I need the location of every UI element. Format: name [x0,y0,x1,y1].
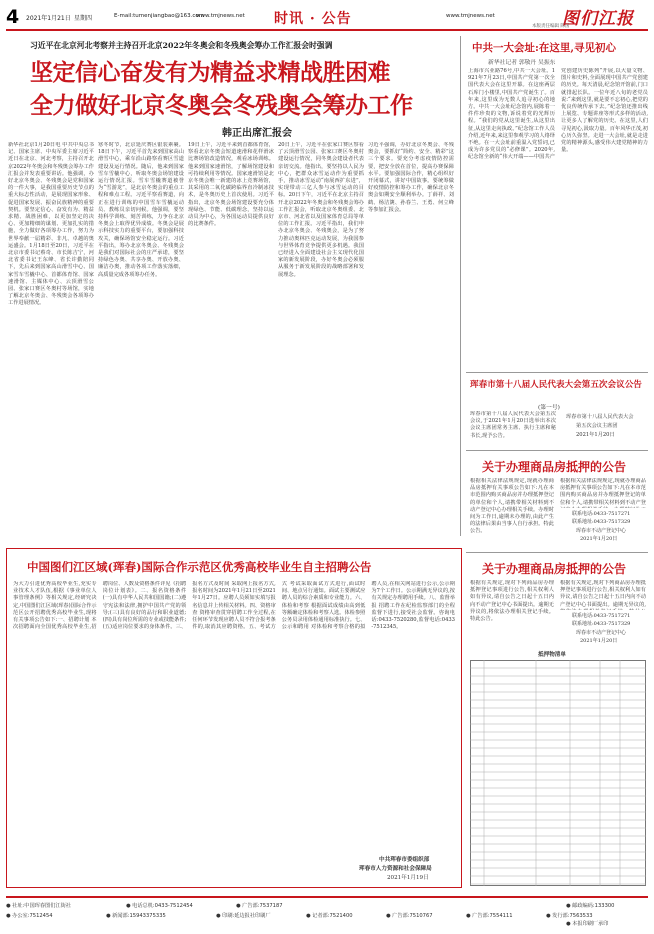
page-number: 4 [6,6,20,28]
mortgage-notice-b-body-r: 根据有关规定,现对下列商品房办理抵押登记事项进行公告,相关权利人如有异议,请自公告之日起十五日内向不动产登记中心书面提出。逾期无异议的, [560,580,646,608]
recruit-notice-sign-2: 珲春市人力资源和社会保障局 [359,866,432,872]
footer-item: ● 印刷:延边报社印刷厂 [216,913,271,919]
footer-item: ● 广告部:7510767 [386,913,433,919]
lead-col-3: 19日上午，习近平来到首都体育馆，察看北京冬奥会短道速滑和花样滑冰比赛场馆改造情况，观看冰场训练。他来到国家速滑馆，了解场馆建设和可持续利用等情况。国家速滑馆是北京冬奥会唯一新建的冰上竞赛场馆，其采用的二氧化碳跨临界直冷制冰技术，是冬奥历史上首次使用。习近平指出，北京冬奥会场馆建设要充分体现绿色、节能、低碳理念，坚持以运动员为中心，为各国运动员提供良好的比赛条件。 [188,142,274,228]
mortgage-table-grid [470,660,646,886]
contact-site: www.tmjnews.net [196,13,245,19]
lead-col-1: 新华社北京1月20日电 中共中央总书记、国家主席、中央军委主席习近平近日在北京、河北考察，主持召开北京2022年冬奥会和冬残奥会筹办工作汇报会并发表重要讲话。他强调，办好北京冬奥会、冬残奥会是党和国家的一件大事，是我国重要历史节点的重大标志性活动，是展现国家形象、促进国家发展、振奋民族精神的重要契机。要坚定信心、奋发有为、精益求精、战胜困难，以更加坚定的决心、更加精细的谋划、更加扎实的措施，全力做好各项筹办工作，努力为世界奉献一届精彩、非凡、卓越的奥运盛会。1月18日至20日，习近平在北京市委书记蔡奇、市长陈吉宁，河北省委书记王东峰、省长许勤陪同下，先后来到国家高山滑雪中心、国家雪车雪橇中心、首都体育馆、国家速滑馆、主媒体中心、云顶滑雪公园、张家口赛区冬奥村等场馆，实地了解北京冬奥会、冬残奥会各项筹办工作进展情况。 [8,142,94,307]
mortgage-notice-b-title: 关于办理商品房抵押的公告 [482,562,627,576]
masthead-logo: 图们江报 [562,9,634,29]
congress-notice-body: 珲春市第十八届人民代表大会第五次会议,于2021年1月20日选举出本次会议主席团常务主席、执行主席和秘书长,现予公告。 [470,411,556,439]
lead-headline-1: 坚定信心奋发有为精益求精战胜困难 [30,59,390,86]
right-article-byline: 新华社记者 郭敬丹 吴振东 [488,60,556,66]
section-title: 时讯 · 公告 [274,11,352,27]
editor-line: 本版责任编辑 陈国 [532,24,570,29]
right-divider-1 [466,372,648,373]
mortgage-notice-a-contact-2: 联系地址:0433-7517329 [572,519,631,525]
recruit-notice-sign-1: 中共珲春市委组织部 [379,857,430,863]
congress-notice-date: 2021年1月20日 [576,432,615,438]
footer-rule [6,896,648,898]
mortgage-notice-b-date: 2021年1月20日 [580,638,618,644]
right-article-body: 上海市兴业路76号,中共一大会址。1921年7月23日,中国共产党第一次全国代表大会在这里开幕。在这座两层石库门小楼里,中国共产党诞生了。百年来,这里成为无数人追寻初心的地方。中共一大会址纪念馆内,展陈着一件件珍贵的文物,诉说着党的光辉历程。“我们的党从这里诞生,从这里出征,从这里走向执政。”纪念馆工作人员介绍,近年来,来这里参观学习的人络绎不绝。在一大会址前重温入党誓词,已成为许多党员的“必修课”。2020年,纪念馆全新的“伟大开端——中国共产党创建历史陈列”开展,以大量文物、图片和史料,全面展现中国共产党创建的历史。每天清晨,纪念馆开馆前,门口就排起长队。一位年近八旬的老党员说:“来到这里,就是要不忘初心,把党的优良传统传承下去。”纪念馆还推出线上展览、专题讲座等形式多样的活动,让更多人了解党的历史。在这里,人们寻见初心,汲取力量。百年风华正茂,初心历久弥坚。走进一大会址,就是走进党的精神源头,感受伟大建党精神的力量。 [468,68,648,161]
footer-item: ● 电话总机:0433-7512454 [126,903,193,909]
lead-col-2: 寒冬时节，北京延庆赛区银装素裹。18日下午，习近平首先来到国家高山滑雪中心，乘车沿山路察看赛区雪道建设及运行情况。随后，他来到国家雪车雪橇中心，听取冬奥会场馆建设运行情况汇报。雪车雪橇赛道被誉为“雪游龙”，是北京冬奥会的重点工程和难点工程。习近平察看赛道，向正在进行训练的中国雪车雪橇运动员、教练员亲切问候。他强调，要坚持科学训练、刻苦训练，力争在北京冬奥会上取得优异成绩。冬奥会是展示科技实力的重要平台，要加强科技攻关，确保场馆安全稳定运行。习近平指出，筹办北京冬奥会、冬残奥会是我们对国际社会的庄严承诺，要坚持绿色办奥、共享办奥、开放办奥、廉洁办奥，推动各项工作落实落细，高质量完成各项筹办任务。 [98,142,184,278]
recruit-notice-body: 为大力引进优秀高校毕业生,充实专业技术人才队伍,根据《事业单位人事管理条例》等相关规定,经研究决定,中国图们江区域(珲春)国际合作示范区公开招聘优秀高校毕业生,现将有关事项公告如下:一、招聘计划 本次招聘面向全国优秀高校毕业生,招聘岗位、人数及资格条件详见《招聘岗位计划表》。二、报名资格条件(一)具有中华人民共和国国籍;(二)遵守宪法和法律,拥护中国共产党的领导;(三)具有良好的品行和职业道德;(四)具有岗位所需的专业或技能条件;(五)适应岗位要求的身体条件。三、报名方式及时间 采取网上报名方式,报名时间为2021年1月21日至2021年1月27日。应聘人员须如实填写报名信息并上传相关材料。四、资格审查 资格审查贯穿招聘工作全过程,在任何环节发现应聘人员不符合报考条件的,取消其应聘资格。五、考试方式 考试采取面试方式进行,面试时间、地点另行通知。面试主要测试应聘人员的综合素质和专业能力。六、体检和考察 根据面试成绩由高到低等额确定体检和考察人选。体检参照公务员录用体检通用标准执行。七、公示和聘用 对体检和考察合格的拟聘人员,在相关网站进行公示,公示期为7个工作日。公示期满无异议的,按有关规定办理聘用手续。八、监督举报 招聘工作在纪检监察部门的全程监督下进行,接受社会监督。咨询电话:0433-7520280,监督电话:0433-7512345。 [13,581,455,631]
congress-notice-number: (第一号) [538,405,560,411]
issue-date: 2021年1月21日 [26,15,71,22]
column-divider [460,36,461,536]
mortgage-notice-b-contact: 联系电话:0433-7517271 [572,613,631,619]
lead-kicker: 习近平在北京河北考察并主持召开北京2022年冬奥会和冬残奥会筹办工作汇报会时强调 [30,41,333,50]
right-divider-2 [466,450,648,451]
recruit-notice-box [6,548,462,888]
right-divider-3 [466,552,648,553]
footer-item: ● 新闻部:15943375335 [106,913,166,919]
mortgage-table [470,660,646,886]
contact-site-2: www.tmjnews.net [446,13,495,19]
congress-notice-sign-2: 第五次会议主席团 [576,423,618,429]
recruit-notice-title: 中国图们江区域(珲春)国际合作示范区优秀高校毕业生自主招聘公告 [27,560,372,574]
mortgage-notice-a-sign: 珲春市不动产登记中心 [576,528,627,534]
page-header [6,4,648,30]
recruit-notice-date: 2021年1月19日 [387,875,429,881]
mortgage-notice-b-sign: 珲春市不动产登记中心 [576,630,627,636]
contact-email: E-mail:tumenjiangbao@163.com [114,13,205,19]
lead-col-4: 20日上午，习近平在张家口赛区察看了云顶滑雪公园、张家口赛区冬奥村建设运行情况，同冬奥会建设者代表亲切交流。他指出，要坚持以人民为中心，把群众冰雪运动作为重要抓手，推动冰雪运动“南展西扩东进”，实现带动三亿人参与冰雪运动的目标。20日下午，习近平在北京主持召开北京2022年冬奥会和冬残奥会筹办工作汇报会，听取北京冬奥组委、北京市、河北省以及国家体育总局等单位的工作汇报。习近平指出，我们申办北京冬奥会、冬残奥会，是为了努力推动奥林匹克运动发展，为我国参与世界体育竞争提供更多机遇。我国已经进入全面建设社会主义现代化国家的新发展阶段，办好冬奥会必须服从服务于新发展阶段的战略部署和发展理念。 [278,142,364,278]
issue-weekday: 星期四 [74,15,93,22]
congress-notice-title: 珲春市第十八届人民代表大会第五次会议公告 [470,380,642,390]
mortgage-notice-b-contact-2: 联系地址:0433-7517329 [572,621,631,627]
mortgage-table-title: 抵押物清单 [538,652,566,658]
footer [6,900,648,928]
footer-item: ● 广告部:7537187 [236,903,283,909]
footer-item: ● 办公室:7512454 [6,913,53,919]
lead-subhead: 韩正出席汇报会 [222,128,292,139]
mortgage-notice-a-body-r: 根据相关法律法规规定,现就办理商品房抵押有关事项公告如下:凡在本市范围内购买商品房并办理抵押登记的单位和个人,请携带相关材料到不动产登 [560,478,646,506]
footer-item: ● 本报印刷厂承印 [566,921,609,927]
footer-item: ● 广告部:7554111 [466,913,513,919]
footer-item: ● 邮政编码:133300 [566,903,615,909]
footer-item: ● 社址:中国珲春图们江街社 [6,903,71,909]
header-rule [6,29,648,31]
mortgage-notice-b-body: 根据有关规定,现对下列商品房办理抵押登记事项进行公告,相关权利人如有异议,请自公告之日起十五日内向不动产登记中心书面提出。逾期无异议的,将依法办理相关登记手续。特此公告。 [470,580,554,623]
congress-notice-sign-1: 珲春市第十八届人民代表大会 [566,414,634,420]
mortgage-notice-a-contact: 联系电话:0433-7517271 [572,511,631,517]
mortgage-notice-a-date: 2021年1月20日 [580,536,618,542]
mortgage-notice-a-title: 关于办理商品房抵押的公告 [482,460,627,474]
footer-item: ● 发行部:7563533 [546,913,593,919]
mortgage-notice-a-body: 根据相关法律法规规定,现就办理商品房抵押有关事项公告如下:凡在本市范围内购买商品房并办理抵押登记的单位和个人,请携带相关材料到不动产登记中心办理相关手续。办理时间为工作日,逾期未办理的,由此产生的法律后果由当事人自行承担。特此公告。 [470,478,554,535]
lead-headline-2: 全力做好北京冬奥会冬残奥会筹办工作 [30,92,413,119]
footer-item: ● 记者部:7521400 [306,913,353,919]
right-article-title: 中共一大会址:在这里,寻见初心 [472,42,617,54]
lead-col-5: 习近平强调，办好北京冬奥会、冬残奥会，要抓好“简约、安全、精彩”这三个要求。要充分考虑疫情防控需要，把安全放在首位，提高办赛保障水平。要加强国际合作，精心组织好开闭幕式，讲好中国故事。要统筹做好疫情防控和筹办工作，确保北京冬奥会如期安全顺利举办。丁薛祥、刘鹤、杨洁篪、孙春兰、王勇、何立峰等参加汇报会。 [368,142,454,213]
